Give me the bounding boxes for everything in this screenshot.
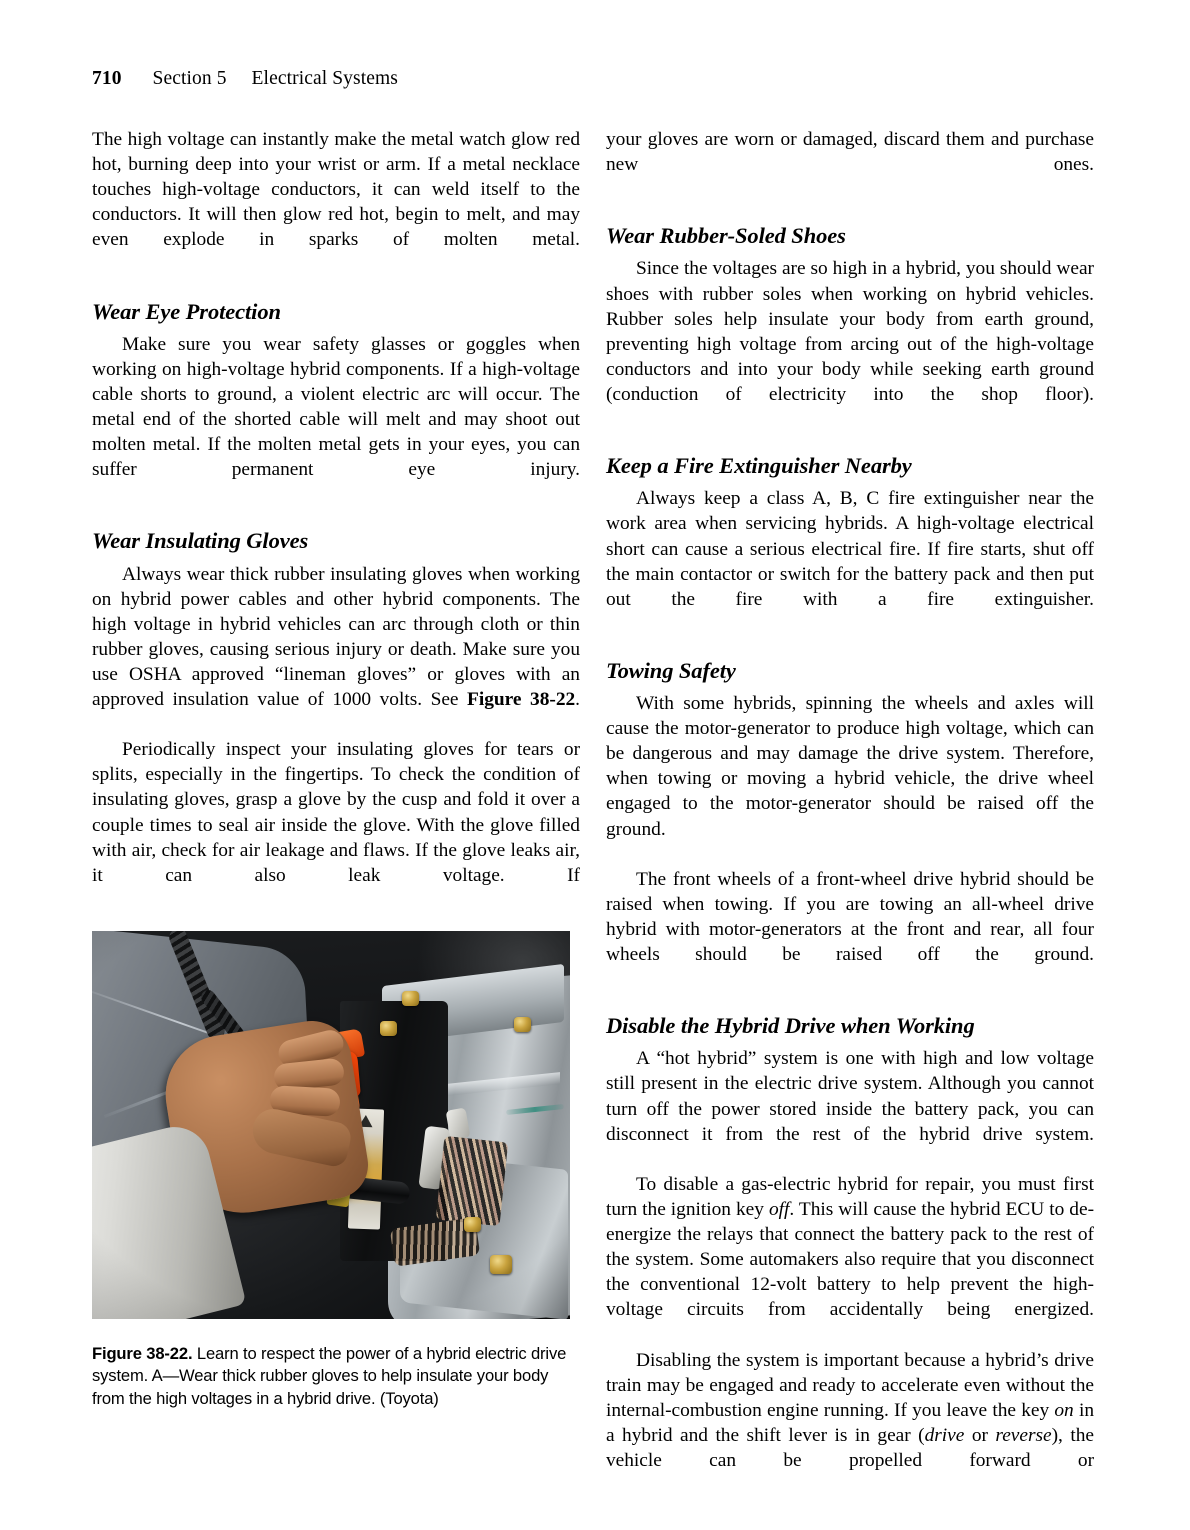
heading-keep-a-fire-extinguisher-nearby: Keep a Fire Extinguisher Nearby: [606, 453, 912, 479]
paragraph-continued-right: your gloves are worn or damaged, discard them and purchase new ones.: [606, 129, 1094, 176]
paragraph-gloves-2: Periodically inspect your insulating gloves for tears or splits, especially in the fingertips. To check the condition of insulating gloves, grasp a glove by the cusp and fold it over a couple times to seal air inside the glove. With the glove filled with air, check for air leakage and flaws. If the glove leaks air, it can also leak voltage. If: [92, 739, 580, 886]
figure-photo-hybrid-service-plug: [92, 931, 570, 1319]
figure-block: [92, 931, 580, 1410]
paragraph-gloves-1: [92, 562, 580, 738]
heading-wear-eye-protection: Wear Eye Protection: [92, 298, 281, 324]
photo-brass-bolt: [402, 991, 419, 1006]
figure-cross-reference: Figure 38-22: [467, 689, 576, 711]
heading-disable-the-hybrid-drive-when-working: Disable the Hybrid Drive when Working: [606, 1013, 975, 1039]
figure-caption-label: Figure 38-22.: [92, 1343, 193, 1363]
emphasis-reverse: reverse: [995, 1424, 1052, 1446]
gloves-text-b: .: [575, 689, 580, 711]
disable-3-text-c: or: [964, 1424, 996, 1446]
paragraph-towing-1: With some hybrids, spinning the wheels and axles will cause the motor-generator to produce high voltage, which can be dangerous and may damage the drive system. Therefore, when towing or moving a hybrid vehicle, the drive wheel engaged to the motor-generator should be raised off the ground.: [606, 693, 1094, 840]
figure-caption: [92, 1343, 570, 1410]
running-head: [92, 68, 398, 90]
emphasis-off: off: [768, 1198, 790, 1220]
paragraph-towing-2: The front wheels of a front-wheel drive hybrid should be raised when towing. If you are towing an all-wheel drive hybrid with motor-generators at the front and rear, all four wheels should be raised off the ground.: [606, 868, 1094, 965]
heading-towing-safety: Towing Safety: [606, 657, 736, 683]
paragraph-disable-1: A “hot hybrid” system is one with high and low voltage still present in the electric drive system. Although you cannot turn off the power stored inside the battery pack, you can disconnect it from the rest of the hybrid drive system.: [606, 1048, 1094, 1145]
disable-3-text-b: in a hybrid and the shift lever is in gear (: [606, 1399, 1094, 1446]
left-column: [92, 127, 580, 1498]
photo-brass-bolt: [380, 1021, 397, 1036]
disable-3-text-d: ), the vehicle can be propelled forward or: [606, 1424, 1094, 1471]
paragraph-eye-protection: Make sure you wear safety glasses or goggles when working on high-voltage hybrid components. If a high-voltage cable shorts to ground, a violent electric arc will occur. The metal end of the shorted cable will melt and may shoot out molten metal. If the molten metal gets in your eyes, you can suffer permanent eye injury.: [92, 333, 580, 481]
photo-brass-bolt: [464, 1217, 481, 1232]
paragraph-disable-3: [606, 1348, 1094, 1499]
photo-brass-bolt: [490, 1255, 512, 1274]
right-column: [606, 127, 1094, 1498]
paragraph-continued-left: The high voltage can instantly make the metal watch glow red hot, burning deep into your wrist or arm. If a metal necklace touches high-voltage conductors, it can weld itself to the conductors. It will then glow red hot, begin to melt, and may even explode in sparks of molten metal.: [92, 129, 580, 251]
section-title: Electrical Systems: [251, 68, 398, 89]
figure-caption-text: Learn to respect the power of a hybrid electric drive system. A—Wear thick rubber gloves to help insulate your body from the high voltages in a hybrid drive. (Toyota): [92, 1343, 567, 1408]
heading-wear-insulating-gloves: Wear Insulating Gloves: [92, 528, 309, 554]
photo-brass-bolt: [514, 1017, 531, 1032]
page-number: 710: [92, 68, 122, 89]
disable-2-text-a: To disable a gas-electric hybrid for repair, you must first turn the ignition key: [606, 1173, 1094, 1220]
emphasis-on: on: [1054, 1399, 1074, 1421]
photo-wire-harness: [436, 1136, 508, 1226]
paragraph-rubber-soled-shoes: Since the voltages are so high in a hybrid, you should wear shoes with rubber soles when working on hybrid vehicles. Rubber soles help insulate your body from earth ground, preventing high voltage from arcing out of the high-voltage conductors and into your body while seeking earth ground (conduction of electricity into the shop floor).: [606, 258, 1094, 405]
paragraph-disable-2: [606, 1172, 1094, 1348]
disable-2-text-b: . This will cause the hybrid ECU to de-energize the relays that connect the battery pack to the rest of the system. Some automakers also require that you disconnect the conventional 12-volt battery to help prevent the high-voltage circuits from accidentally being energized.: [606, 1198, 1095, 1321]
section-number: Section 5: [152, 68, 227, 89]
paragraph-fire-extinguisher: Always keep a class A, B, C fire extinguisher near the work area when servicing hybrids. A high-voltage electrical short can cause a serious electrical fire. If fire starts, shut off the main contactor or switch for the battery pack and then put out the fire with a fire extinguisher.: [606, 488, 1094, 610]
heading-wear-rubber-soled-shoes: Wear Rubber-Soled Shoes: [606, 223, 846, 249]
disable-3-text-a: Disabling the system is important because a hybrid’s drive train may be engaged and ready to accelerate even without the internal-combustion engine running. If you leave the key: [606, 1349, 1094, 1421]
gloves-text-a: Always wear thick rubber insulating gloves when working on hybrid power cables and other hybrid components. The high voltage in hybrid vehicles can arc through cloth or thin rubber gloves, causing serious injury or death. Make sure you use OSHA approved “lineman gloves” or gloves with an approved insulation value of 1000 volts. See: [92, 563, 580, 711]
two-column-body: [92, 127, 1094, 1498]
emphasis-drive: drive: [924, 1424, 965, 1446]
